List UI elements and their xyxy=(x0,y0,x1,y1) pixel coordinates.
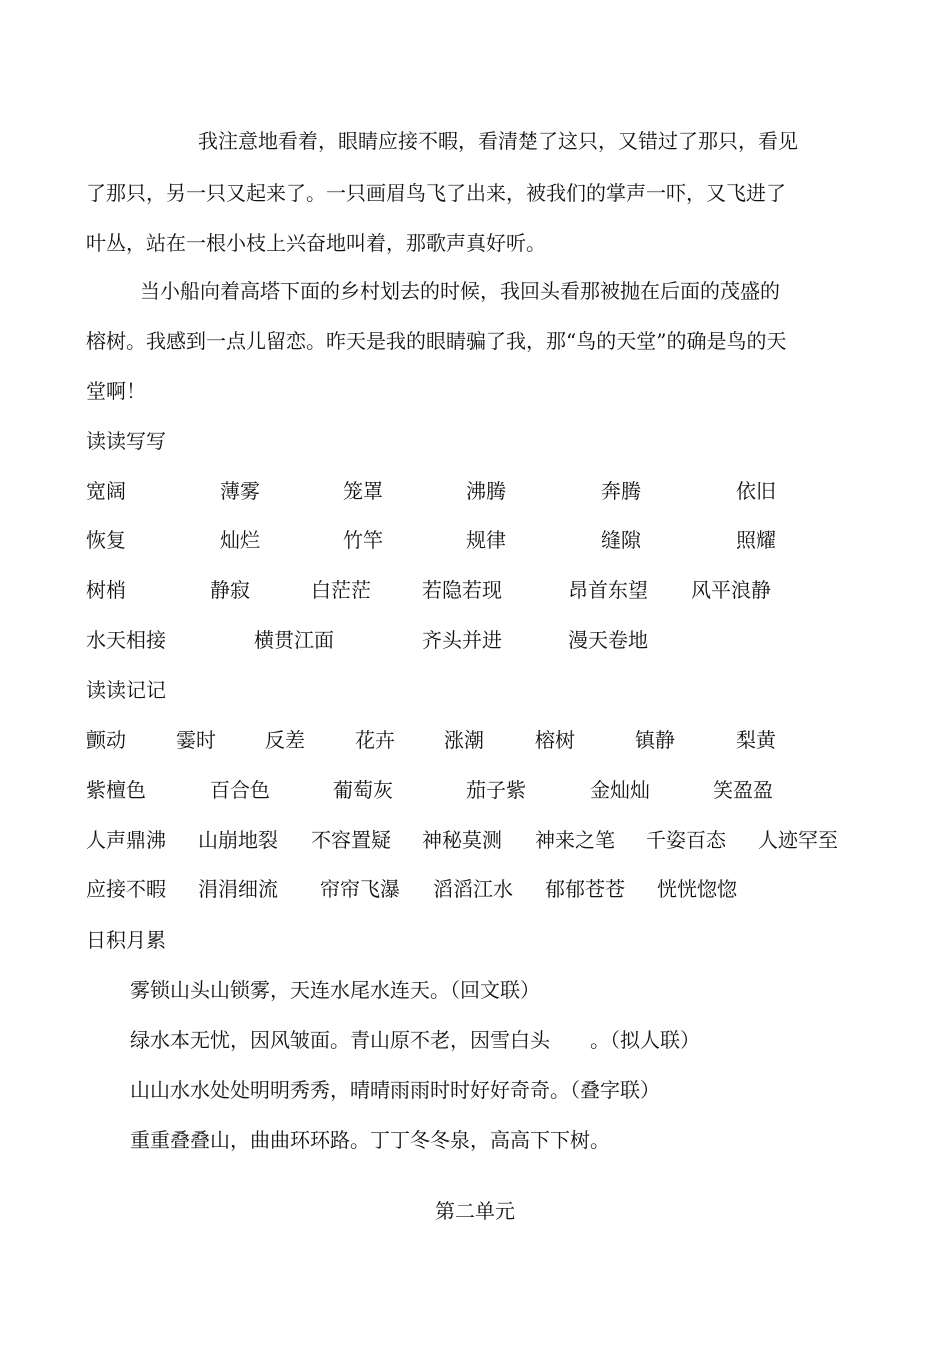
vocab-word: 恍恍惚惚 xyxy=(657,877,737,901)
vocab-word: 百合色 xyxy=(210,778,270,802)
vocab-word: 竹竿 xyxy=(343,528,383,552)
section-title-read-write: 读读写写 xyxy=(86,429,166,453)
vocab-word: 人声鼎沸 xyxy=(86,828,166,852)
vocab-word: 笼罩 xyxy=(343,479,383,503)
vocab-word: 人迹罕至 xyxy=(758,828,838,852)
vocab-word: 照耀 xyxy=(736,528,776,552)
paragraph-1-line-2: 了那只，另一只又起来了。一只画眉鸟飞了出来，被我们的掌声一吓，又飞进了 xyxy=(86,181,786,205)
vocab-word: 沸腾 xyxy=(466,479,506,503)
vocab-word: 紫檀色 xyxy=(86,778,146,802)
vocab-word: 涨潮 xyxy=(444,728,484,752)
paragraph-1-line-1: 我注意地看着，眼睛应接不暇，看清楚了这只，又错过了那只，看见 xyxy=(198,129,798,153)
paragraph-1-line-3: 叶丛，站在一根小枝上兴奋地叫着，那歌声真好听。 xyxy=(86,231,546,255)
unit-title: 第二单元 xyxy=(435,1199,515,1223)
vocab-word: 不容置疑 xyxy=(311,828,391,852)
vocab-word: 山崩地裂 xyxy=(198,828,278,852)
vocab-word: 依旧 xyxy=(736,479,776,503)
vocab-word: 榕树 xyxy=(535,728,575,752)
vocab-word: 若隐若现 xyxy=(422,578,502,602)
vocab-word: 树梢 xyxy=(86,578,126,602)
vocab-word: 金灿灿 xyxy=(590,778,650,802)
vocab-word: 宽阔 xyxy=(86,479,126,503)
vocab-word: 缝隙 xyxy=(601,528,641,552)
paragraph-2-line-2: 榕树。我感到一点儿留恋。昨天是我的眼睛骗了我，那“鸟的天堂”的确是鸟的天 xyxy=(86,329,787,353)
section-title-read-remember: 读读记记 xyxy=(86,678,166,702)
couplet-line: 绿水本无忧，因风皱面。青山原不老，因雪白头 。（拟人联） xyxy=(130,1028,700,1052)
vocab-word: 帘帘飞瀑 xyxy=(320,877,400,901)
couplet-line: 山山水水处处明明秀秀，晴晴雨雨时时好好奇奇。（叠字联） xyxy=(130,1078,660,1102)
vocab-word: 应接不暇 xyxy=(86,877,166,901)
vocab-word: 神秘莫测 xyxy=(422,828,502,852)
couplet-line: 重重叠叠山，曲曲环环路。丁丁冬冬泉，高高下下树。 xyxy=(130,1128,610,1152)
vocab-word: 反差 xyxy=(265,728,305,752)
vocab-word: 霎时 xyxy=(176,728,216,752)
vocab-word: 横贯江面 xyxy=(254,628,334,652)
vocab-word: 水天相接 xyxy=(86,628,166,652)
vocab-word: 漫天卷地 xyxy=(568,628,648,652)
vocab-word: 规律 xyxy=(466,528,506,552)
vocab-word: 薄雾 xyxy=(220,479,260,503)
vocab-word: 风平浪静 xyxy=(691,578,771,602)
vocab-word: 镇静 xyxy=(635,728,675,752)
vocab-word: 昂首东望 xyxy=(568,578,648,602)
paragraph-2-line-3: 堂啊！ xyxy=(86,379,146,403)
vocab-word: 奔腾 xyxy=(601,479,641,503)
vocab-word: 茄子紫 xyxy=(466,778,526,802)
vocab-word: 涓涓细流 xyxy=(198,877,278,901)
vocab-word: 恢复 xyxy=(86,528,126,552)
vocab-word: 葡萄灰 xyxy=(333,778,393,802)
paragraph-2-line-1: 当小船向着高塔下面的乡村划去的时候，我回头看那被抛在后面的茂盛的 xyxy=(140,279,780,303)
couplet-line: 雾锁山头山锁雾，天连水尾水连天。（回文联） xyxy=(130,978,540,1002)
vocab-word: 梨黄 xyxy=(736,728,776,752)
vocab-word: 白茫茫 xyxy=(311,578,371,602)
vocab-word: 静寂 xyxy=(210,578,250,602)
vocab-word: 笑盈盈 xyxy=(713,778,773,802)
vocab-word: 滔滔江水 xyxy=(433,877,513,901)
vocab-word: 花卉 xyxy=(355,728,395,752)
vocab-word: 颤动 xyxy=(86,728,126,752)
section-title-accumulate: 日积月累 xyxy=(86,928,166,952)
vocab-word: 神来之笔 xyxy=(535,828,615,852)
vocab-word: 郁郁苍苍 xyxy=(545,877,625,901)
vocab-word: 灿烂 xyxy=(220,528,260,552)
vocab-word: 千姿百态 xyxy=(646,828,726,852)
vocab-word: 齐头并进 xyxy=(422,628,502,652)
